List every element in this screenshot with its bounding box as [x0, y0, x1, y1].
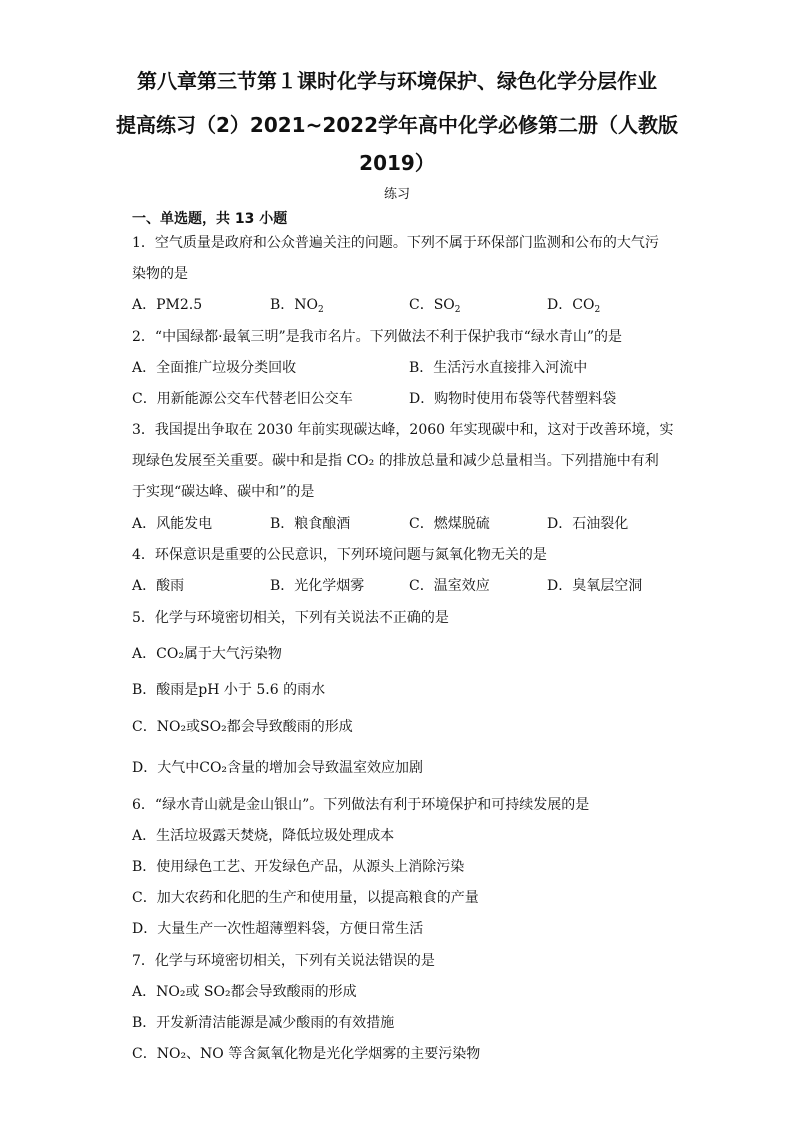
subtitle: 练习 [383, 187, 410, 202]
q4-option-a: A．酸雨 [132, 578, 185, 594]
q3-stem-line-3: 于实现“碳达峰、碳中和”的是 [132, 484, 315, 500]
title-line-3: 2019） [359, 151, 435, 175]
q1-option-b: B．$NO_2$ [270, 297, 324, 315]
q3-stem-line-1: 3．我国提出争取在 2030 年前实现碳达峰，2060 年实现碳中和，这对于改善环境，实 [132, 422, 674, 438]
section-heading: 一、单选题，共 13 小题 [132, 211, 288, 227]
q6-stem-line-1: 6．“绿水青山就是金山银山”。下列做法有利于环境保护和可持续发展的是 [132, 797, 590, 813]
q5-option-c: C．NO₂或SO₂都会导致酸雨的形成 [132, 719, 353, 735]
q4-stem-line-1: 4．环保意识是重要的公民意识，下列环境问题与氮氧化物无关的是 [132, 547, 547, 563]
q7-option-c: C．NO₂、NO 等含氮氧化物是光化学烟雾的主要污染物 [132, 1046, 481, 1062]
q4-option-c: C．温室效应 [409, 578, 490, 594]
q5-option-a: A．CO₂属于大气污染物 [132, 646, 282, 662]
q6-option-d: D．大量生产一次性超薄塑料袋，方便日常生活 [132, 921, 424, 937]
q5-stem-line-1: 5．化学与环境密切相关，下列有关说法不正确的是 [132, 610, 449, 626]
q3-option-b: B．粮食酿酒 [270, 516, 351, 532]
title-line-1: 第八章第三节第１课时化学与环境保护、绿色化学分层作业 [137, 69, 657, 93]
q2-option-c: C．用新能源公交车代替老旧公交车 [132, 391, 353, 407]
q1-stem-line-2: 染物的是 [132, 266, 188, 282]
q6-option-b: B．使用绿色工艺、开发绿色产品，从源头上消除污染 [132, 859, 465, 875]
q1-option-c: C．$SO_2$ [409, 297, 461, 315]
q5-option-b: B．酸雨是pH 小于 5.6 的雨水 [132, 682, 326, 698]
q4-option-d: D．臭氧层空洞 [547, 578, 643, 594]
q7-stem-line-1: 7．化学与环境密切相关，下列有关说法错误的是 [132, 953, 435, 969]
q3-option-a: A．风能发电 [132, 516, 213, 532]
q3-option-d: D．石油裂化 [547, 516, 629, 532]
q3-option-c: C．燃煤脱硫 [409, 516, 490, 532]
q2-option-a: A．全面推广垃圾分类回收 [132, 360, 297, 376]
q7-option-b: B．开发新清洁能源是减少酸雨的有效措施 [132, 1015, 395, 1031]
q3-stem-line-2: 现绿色发展至关重要。碳中和是指 CO₂ 的排放总量和减少总量相当。下列措施中有利 [132, 453, 659, 469]
q2-stem-line-1: 2．“中国绿都·最氧三明”是我市名片。下列做法不利于保护我市“绿水青山”的是 [132, 329, 622, 345]
q7-option-a: A．NO₂或 SO₂都会导致酸雨的形成 [132, 984, 357, 1000]
q1-option-a: A．PM2.5 [132, 297, 203, 313]
q5-option-d: D．大气中CO₂含量的增加会导致温室效应加剧 [132, 760, 424, 776]
q1-option-d: D．$CO_2$ [547, 297, 601, 315]
q2-option-d: D．购物时使用布袋等代替塑料袋 [409, 391, 617, 407]
q6-option-a: A．生活垃圾露天焚烧，降低垃圾处理成本 [132, 828, 395, 844]
q4-option-b: B．光化学烟雾 [270, 578, 365, 594]
title-line-2: 提高练习（2）2021~2022学年高中化学必修第二册（人教版 [115, 113, 678, 137]
q1-stem-line-1: 1．空气质量是政府和公众普遍关注的问题。下列不属于环保部门监测和公布的大气污 [132, 235, 659, 251]
q2-option-b: B．生活污水直接排入河流中 [409, 360, 588, 376]
q6-option-c: C．加大农药和化肥的生产和使用量，以提高粮食的产量 [132, 890, 479, 906]
